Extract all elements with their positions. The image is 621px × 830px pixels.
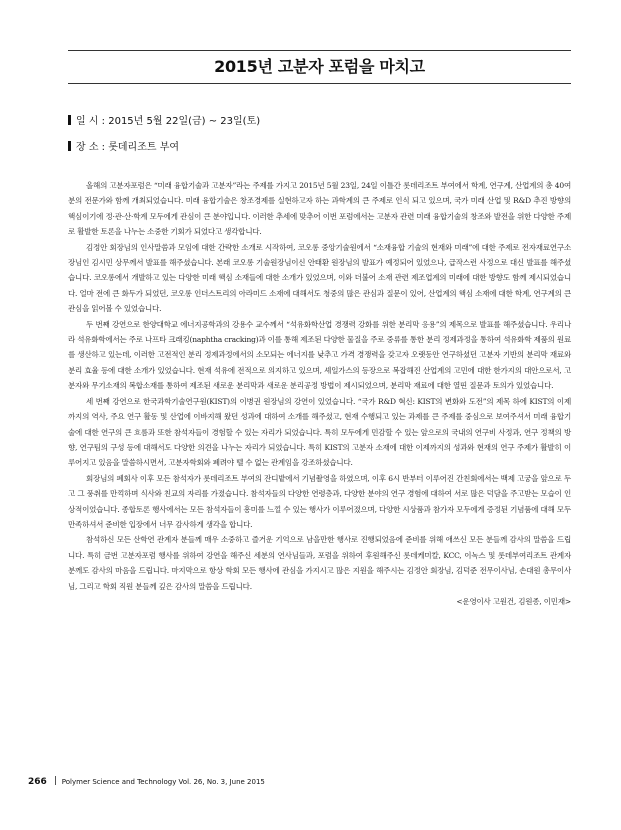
journal-info: Polymer Science and Technology Vol. 26, No. 3, June 2015 [61, 778, 265, 786]
page-number: 266 [28, 777, 47, 787]
title-divider [68, 83, 571, 84]
paragraph: 김정안 회장님의 인사말씀과 모임에 대한 간략한 소개로 시작하여, 코오롱 중앙기술원에서 “소재융합 기술의 현재와 미래”에 대한 주제로 전자재료연구소장님인 김시민 상무께서 발표를 해주셨습니다. 본래 코오롱 기술원장님이신 안태환 원장님의 발표가 예정되어 있었으나, 급작스런 사정으로 대신 발표를 해주셨습니다. 코오롱에서 개발하고 있는 다양한 미래 핵심 소재들에 대한 소개가 있었으며, 이와 더불어 소재 관련 제조업계의 미래에 대한 방향도 함께 제시되었습니다. 얼마 전에 큰 화두가 되었던, 코오롱 인더스트리의 아라미드 소재에 대해서도 청중의 많은 관심과 질문이 있어, 산업계의 핵심 소재에 대한 학계, 연구계의 큰 관심을 읽어볼 수 있었습니다. [68, 242, 571, 314]
signature: <운영이사 고원건, 김원종, 이민재> [456, 596, 571, 606]
page-footer [28, 776, 265, 787]
event-date [68, 112, 260, 127]
paragraph: 회장님의 폐회사 이후 모든 참석자가 롯데리조트 부여의 잔디밭에서 기념촬영을 하였으며, 이후 6시 반부터 이루어진 간친회에서는 백제 고궁을 앞으로 두고 그 풍취를 만끽하며 식사와 친교의 자리를 가졌습니다. 참석자들의 다양한 연령층과, 다양한 분야의 연구 경험에 대하여 서로 많은 덕담을 주고받는 모습이 인상적이었습니다. 종합토론 행사에서는 모든 참석자들이 흥미를 느낄 수 있는 행사가 이루어졌으며, 다양한 시상품과 참가자 모두에게 증정된 기념품에 대해 모두 만족하셔서 준비한 입장에서 너무 감사하게 생각을 합니다. [68, 473, 571, 529]
event-date-label: 일 시 : 2015년 5월 22일(금) ~ 23일(토) [76, 116, 261, 127]
paragraph: 두 번째 강연으로 한양대학교 에너지공학과의 강용수 교수께서 “석유화학산업 경쟁력 강화를 위한 분리막 응용”의 제목으로 발표를 해주셨습니다. 우리나라 석유화학에서는 주로 나프타 크래킹(naphtha cracking)과 이를 통해 제조된 다양한 물질을 주로 중류를 통한 분리 정제과정을 통하여 석유화학 제품의 원료를 생산하고 있는데, 이러한 고전적인 분리 정제과정에서의 소모되는 에너지를 낮추고 가격 경쟁력을 갖고자 오랫동안 연구하셨던 고분자 기반의 분리막 재료와 분리 효율 등에 대한 소개가 있었습니다. 현재 석유에 전적으로 의지하고 있으며, 셰일가스의 등장으로 복잡해진 산업계의 고민에 대한 한가지의 대안으로서, 고분자와 무기소재의 복합소재를 통하여 제조된 새로운 분리막과 새로운 분리공정 방법이 제시되었으며, 분리막 재료에 대한 열띤 질문과 토의가 있었습니다. [68, 319, 571, 391]
event-place-label: 장 소 : 롯데리조트 부여 [76, 142, 180, 153]
paragraph: 참석하신 모든 산학연 관계자 분들께 매우 소중하고 즐거운 기억으로 남을만한 행사로 진행되었음에 준비를 위해 애쓰신 모든 분들께 감사의 말씀을 드립니다. 특히 금번 고분자포럼 행사를 위하여 강연을 해주신 세분의 연사님들과, 포럼을 위하여 후원해주신 롯데케미칼, KCC, 이녹스 및 롯데부여리조트 관계자 분께도 감사의 마음을 드립니다. 마지막으로 항상 학회 모든 행사에 관심을 가지시고 많은 지원을 해주시는 김정안 회장님, 김덕준 전무이사님, 손대원 총무이사님, 그리고 학회 직원 분들께 깊은 감사의 말씀을 드립니다. [68, 535, 571, 591]
bullet-bar-icon [68, 141, 71, 151]
event-place [68, 138, 179, 153]
top-divider [68, 50, 571, 51]
paragraph: 올해의 고분자포럼은 “미래 융합기술과 고분자”라는 주제를 가지고 2015년 5월 23일, 24일 이틀간 롯데리조트 부여에서 학계, 연구계, 산업계의 총 40여 분의 전문가와 함께 개최되었습니다. 미래 융합기술은 창조경제를 실현하고자 하는 과학계의 큰 주제로 인식 되고 있으며, 국가 미래 산업 및 R&D 추진 방향의 핵심이기에 정·관·산·학계 모두에게 관심이 큰 분야입니다. 이러한 추세에 맞추어 이번 포럼에서는 고분자 관련 미래 융합기술의 창조와 발전을 위한 다양한 주제로 활발한 토론을 나누는 소중한 기회가 되었다고 생각합니다. [68, 181, 571, 237]
page-title: 2015년 고분자 포럼을 마치고 [214, 57, 425, 76]
bullet-bar-icon [68, 115, 71, 125]
footer-separator [55, 776, 56, 785]
paragraph: 세 번째 강연으로 한국과학기술연구원(KIST)의 이병권 원장님의 강연이 있었습니다. “국가 R&D 혁신: KIST의 변화와 도전”의 제목 하에 KIST의 이제까지의 역사, 주요 연구 활동 및 산업에 이바지해 왔던 성과에 대하여 소개를 해주셨고, 현재 수행되고 있는 과제를 큰 주제를 중심으로 보여주셔서 미래 융합기술에 대한 연구의 큰 흐름과 또한 참석자들이 경험할 수 있는 자리가 되었습니다. 특히 모두에게 민감할 수 있는 앞으로의 국내의 연구비 사정과, 연구 정책의 방향, 연구팀의 구성 등에 대해서도 다양한 의견을 나누는 자리가 되었습니다. 특히 KIST의 고분자 소재에 대한 이제까지의 성과와 현재의 연구 주제가 활발히 이루어지고 있음을 말씀하시면서, 고분자학회와 폐려야 뗄 수 없는 관계임을 강조하셨습니다. [68, 396, 571, 468]
article-body [68, 178, 571, 609]
